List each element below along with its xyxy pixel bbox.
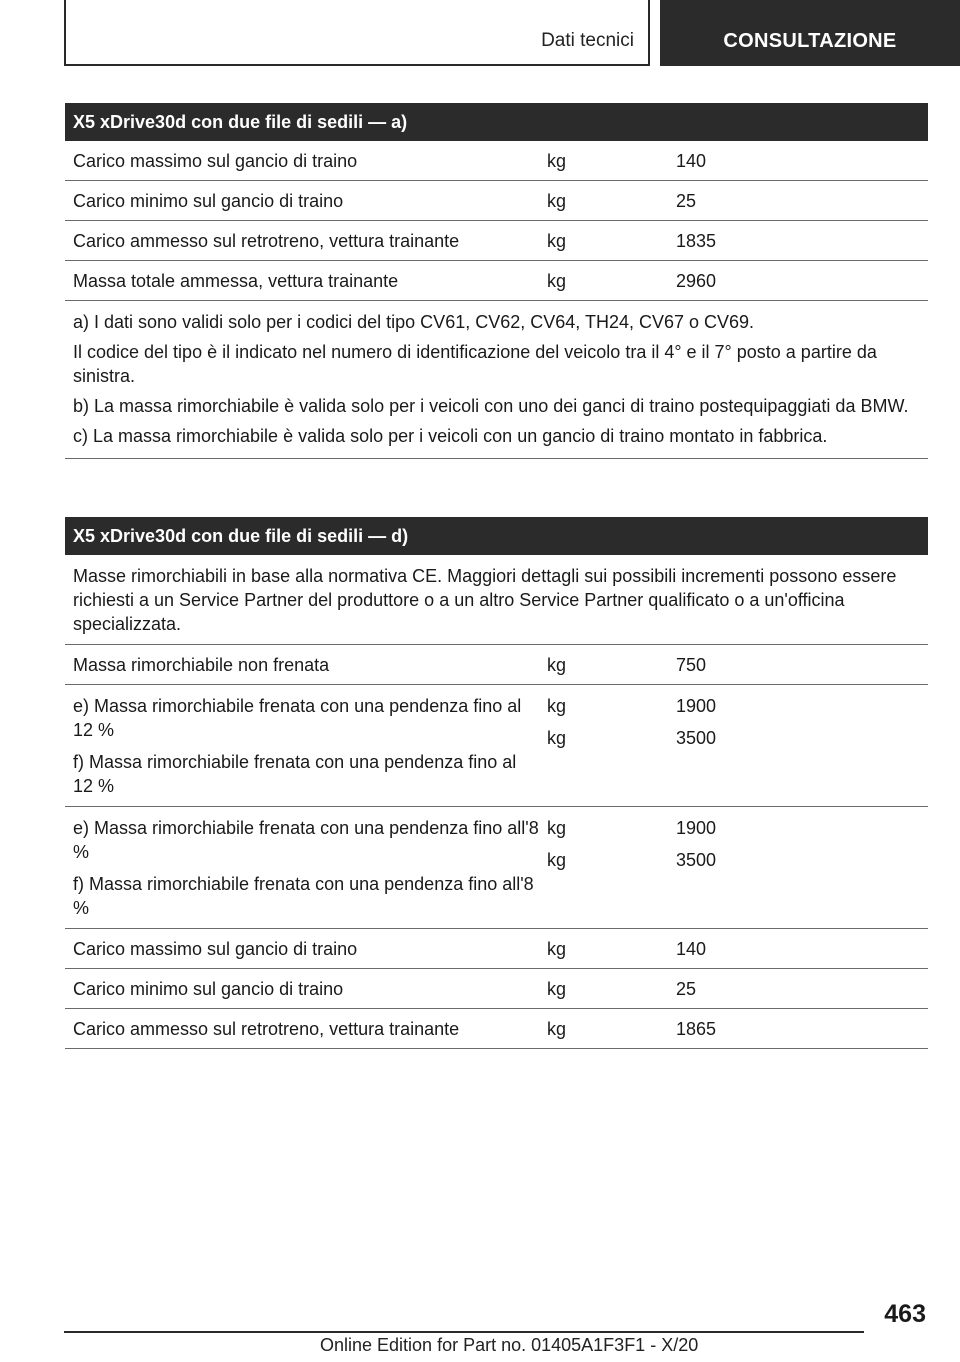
row-label: Carico ammesso sul retrotreno, vettura trainante <box>73 230 460 251</box>
table-title: X5 xDrive30d con due file di sedili — d) <box>65 517 928 555</box>
row-label: Carico massimo sul gancio di traino <box>73 938 358 959</box>
table-row <box>65 1009 928 1049</box>
row-label <box>65 816 540 920</box>
table-row <box>65 969 928 1009</box>
row-value <box>671 694 928 750</box>
table-row <box>65 261 928 301</box>
row-unit: kg <box>547 1018 567 1039</box>
footnote: b) La massa rimorchiabile è valida solo per i veicoli con uno dei ganci di traino postequipaggiati da BMW. <box>73 396 909 416</box>
row-unit: kg <box>547 150 567 171</box>
section-title: CONSULTAZIONE <box>660 0 960 66</box>
edition-text: Online Edition for Part no. 01405A1F3F1 - X/20 <box>320 1335 699 1355</box>
row-label: Carico minimo sul gancio di traino <box>73 190 344 211</box>
footnote: Il codice del tipo è il indicato nel numero di identificazione del veicolo tra il 4° e il 7° posto a partire da sinistra. <box>73 342 877 386</box>
table-row <box>65 645 928 685</box>
row-value: 750 <box>676 654 707 675</box>
header-chapter-box <box>64 0 650 66</box>
unit-f: kg <box>547 850 567 870</box>
spec-table-d <box>65 517 928 1049</box>
footnote: c) La massa rimorchiabile è valida solo per i veicoli con un gancio di traino montato in fabbrica. <box>73 426 828 446</box>
row-label: Massa totale ammessa, vettura trainante <box>73 270 399 291</box>
row-value: 25 <box>676 978 697 999</box>
row-label: Carico minimo sul gancio di traino <box>73 978 344 999</box>
page-number: 463 <box>884 1300 926 1328</box>
value-e: 1900 <box>676 696 717 716</box>
table-row <box>65 221 928 261</box>
value-f: 3500 <box>676 728 717 748</box>
value-e: 1900 <box>676 818 717 838</box>
row-unit <box>540 816 671 872</box>
table-row <box>65 181 928 221</box>
row-unit: kg <box>547 230 567 251</box>
chapter-title: Dati tecnici <box>541 30 634 51</box>
label-e: e) Massa rimorchiabile frenata con una pendenza fino all'8 % <box>73 818 539 862</box>
table-row <box>65 141 928 181</box>
row-label <box>65 694 540 798</box>
table-row <box>65 685 928 807</box>
row-label: Carico massimo sul gancio di traino <box>73 150 358 171</box>
footnote: a) I dati sono validi solo per i codici del tipo CV61, CV62, CV64, TH24, CV67 o CV69. <box>73 312 755 332</box>
row-label: Carico ammesso sul retrotreno, vettura trainante <box>73 1018 460 1039</box>
row-unit <box>540 694 671 750</box>
value-f: 3500 <box>676 850 717 870</box>
row-unit: kg <box>547 190 567 211</box>
row-label: Massa rimorchiabile non frenata <box>73 654 330 675</box>
label-f: f) Massa rimorchiabile frenata con una pendenza fino al 12 % <box>73 752 517 796</box>
table-title: X5 xDrive30d con due file di sedili — a) <box>65 103 928 141</box>
row-unit: kg <box>547 654 567 675</box>
row-value: 2960 <box>676 270 717 291</box>
table-intro: Masse rimorchiabili in base alla normativa CE. Maggiori dettagli sui possibili incrementi possono essere richiesti a un Service Partner del produttore o a un altro Service Partner qualificato o a un'officina specializzata. <box>65 555 928 645</box>
unit-e: kg <box>547 818 567 838</box>
row-value: 140 <box>676 150 707 171</box>
label-e: e) Massa rimorchiabile frenata con una pendenza fino al 12 % <box>73 696 522 740</box>
unit-e: kg <box>547 696 567 716</box>
row-unit: kg <box>547 270 567 291</box>
row-value: 140 <box>676 938 707 959</box>
table-row <box>65 807 928 929</box>
spec-table-a <box>65 103 928 459</box>
row-unit: kg <box>547 978 567 999</box>
row-value <box>671 816 928 872</box>
row-value: 1865 <box>676 1018 717 1039</box>
row-value: 25 <box>676 190 697 211</box>
footer-divider <box>64 1331 864 1333</box>
unit-f: kg <box>547 728 567 748</box>
row-value: 1835 <box>676 230 717 251</box>
label-f: f) Massa rimorchiabile frenata con una pendenza fino all'8 % <box>73 874 534 918</box>
row-unit: kg <box>547 938 567 959</box>
table-footnotes <box>65 301 928 459</box>
table-row <box>65 929 928 969</box>
